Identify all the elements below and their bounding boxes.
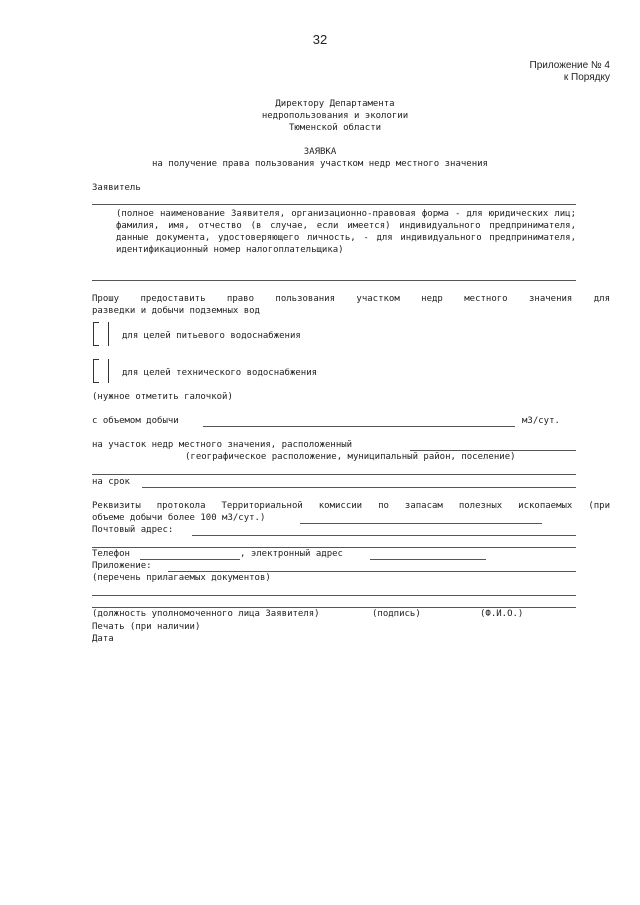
phone-label: Телефон	[92, 549, 130, 559]
protocol-line-1: Реквизиты протокола Территориальной комиссии по запасам полезных ископаемых (при	[92, 501, 610, 511]
appendix-reference	[530, 60, 611, 84]
signature-position-hint: (должность уполномоченного лица Заявителя)	[92, 609, 320, 619]
postal-field[interactable]	[192, 535, 576, 536]
date-label: Дата	[92, 634, 114, 644]
option-technical-label: для целей технического водоснабжения	[122, 368, 318, 378]
addressee-line-3: Тюменской области	[288, 123, 382, 133]
request-line-1: Прошу предоставить право пользования участком недр местного значения для	[92, 294, 610, 304]
protocol-line-2: объеме добычи более 100 м3/сут.)	[92, 513, 266, 523]
phone-field[interactable]	[140, 559, 240, 560]
option-drinking-checkbox[interactable]	[93, 322, 109, 346]
request-line-2: разведки и добычи подземных вод	[92, 306, 260, 316]
location-field-2[interactable]	[92, 474, 576, 475]
protocol-field[interactable]	[300, 523, 542, 524]
term-field[interactable]	[142, 487, 576, 488]
signature-sign-hint: (подпись)	[372, 609, 421, 619]
applicant-name-line-2[interactable]	[92, 280, 576, 281]
location-label: на участок недр местного значения, расположенный	[92, 440, 353, 450]
options-note: (нужное отметить галочкой)	[92, 392, 233, 402]
appendix-line-2: к Порядку	[563, 72, 610, 83]
option-technical-checkbox[interactable]	[93, 359, 109, 383]
document-subtitle: на получение права пользования участком недр местного значения	[152, 159, 488, 169]
document-title: ЗАЯВКА	[303, 147, 337, 157]
email-label: , электронный адрес	[240, 549, 343, 559]
applicant-label: Заявитель	[92, 183, 141, 193]
addressee-block	[200, 98, 470, 134]
appendix-line-1: Приложение № 4	[529, 60, 610, 71]
volume-field[interactable]	[203, 426, 515, 427]
page-number: 32	[312, 32, 328, 47]
attachment-label: Приложение:	[92, 561, 152, 571]
applicant-hint: (полное наименование Заявителя, организационно-правовая форма - для юридических лиц; фамилия, имя, отчество (в случае, если имеется) индивидуального предпринимателя, данные документа, удостоверяющего личность, - для индивидуального предпринимателя, идентификационный номер налогоплательщика)	[116, 209, 576, 255]
email-field[interactable]	[370, 559, 486, 560]
addressee-line-1: Директору Департамента	[275, 99, 395, 109]
volume-label: с объемом добычи	[92, 416, 179, 426]
stamp-label: Печать (при наличии)	[92, 622, 201, 632]
addressee-line-2: недропользования и экологии	[261, 111, 409, 121]
attachment-hint: (перечень прилагаемых документов)	[92, 573, 271, 583]
volume-unit: м3/сут.	[522, 416, 560, 426]
signature-name-hint: (Ф.И.О.)	[480, 609, 524, 619]
applicant-name-line[interactable]	[92, 204, 576, 205]
attachment-field-2[interactable]	[92, 595, 576, 596]
location-hint: (географическое расположение, муниципальный район, поселение)	[185, 452, 516, 462]
term-label: на срок	[92, 477, 130, 487]
option-drinking-label: для целей питьевого водоснабжения	[122, 331, 301, 341]
postal-label: Почтовый адрес:	[92, 525, 174, 535]
